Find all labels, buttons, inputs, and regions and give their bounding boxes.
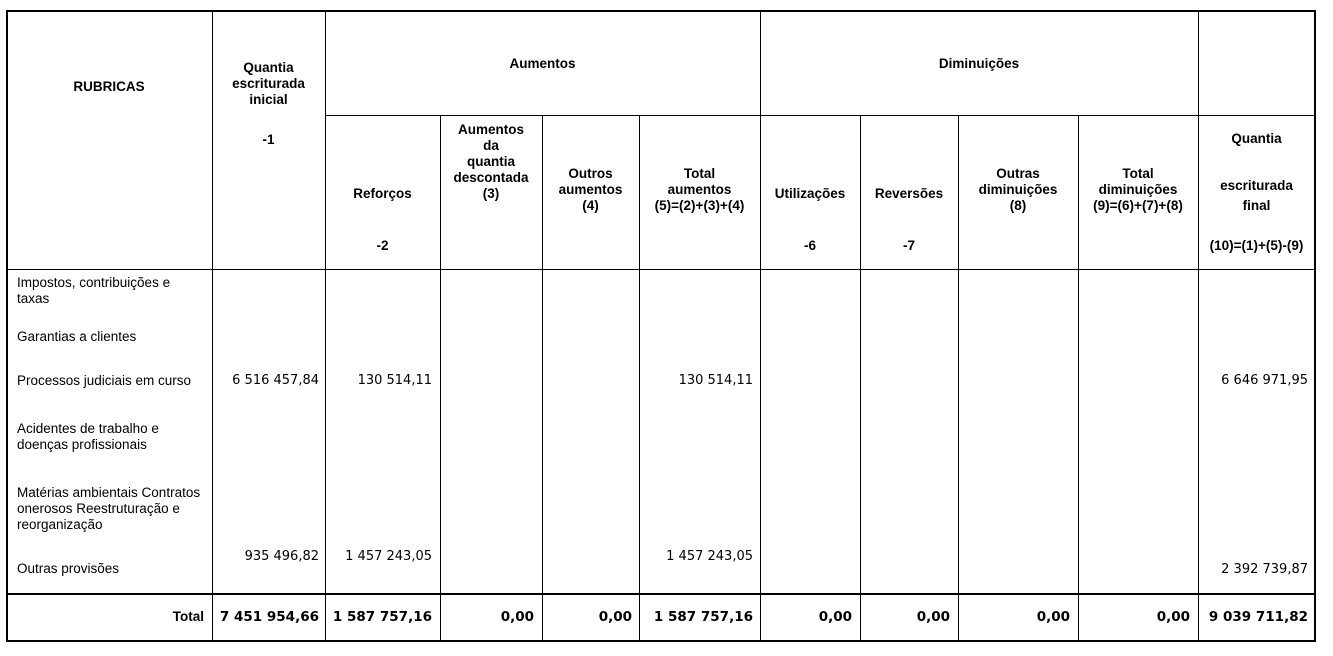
outras-reforcos: 1 457 243,05 <box>345 549 432 564</box>
header-total-diminuicoes: Total diminuições (9)=(6)+(7)+(8) <box>1093 166 1183 213</box>
row-label-materias: Matérias ambientais Contratos onerosos Reestruturação e reorganização <box>17 485 201 532</box>
header-quantia-final-3: (10)=(1)+(5)-(9) <box>1209 238 1304 253</box>
header-aumentos: Aumentos <box>509 56 576 71</box>
total-label: Total <box>172 609 204 624</box>
total-total-diminuicoes: 0,00 <box>1156 609 1190 625</box>
header-quantia-inicial-num: -1 <box>262 132 275 147</box>
total-reforcos: 1 587 757,16 <box>332 609 432 625</box>
total-utilizacoes: 0,00 <box>818 609 852 625</box>
table-top-border <box>6 10 1316 12</box>
col-rule-6 <box>760 10 761 642</box>
total-inicial: 7 451 954,66 <box>219 609 319 625</box>
processos-reforcos: 130 514,11 <box>357 373 432 388</box>
total-aumentos-descontada: 0,00 <box>500 609 534 625</box>
header-rubricas: RUBRICAS <box>73 79 145 94</box>
header-total-aumentos: Total aumentos (5)=(2)+(3)+(4) <box>654 166 745 213</box>
table-left-border <box>6 10 8 642</box>
processos-final: 6 646 971,95 <box>1221 373 1308 388</box>
total-total-aumentos: 1 587 757,16 <box>653 609 753 625</box>
outras-total-aumentos: 1 457 243,05 <box>666 549 753 564</box>
header-reforcos: Reforços <box>353 186 412 201</box>
header-aumentos-descontada: Aumentos da quantia descontada (3) <box>453 122 529 201</box>
header-diminuicoes: Diminuições <box>938 56 1020 71</box>
col-rule-2 <box>325 10 326 642</box>
table-right-border <box>1314 10 1316 642</box>
row-label-processos: Processos judiciais em curso <box>17 373 192 388</box>
total-reversoes: 0,00 <box>916 609 950 625</box>
header-quantia-final-1: Quantia <box>1231 131 1282 146</box>
row-label-acidentes: Acidentes de trabalho e doenças profissionais <box>17 421 159 452</box>
total-outras-diminuicoes: 0,00 <box>1036 609 1070 625</box>
row-label-outras-provisoes: Outras provisões <box>17 561 120 576</box>
provisions-table <box>6 10 1316 642</box>
processos-inicial: 6 516 457,84 <box>232 373 319 388</box>
header-quantia-final-2: escriturada final <box>1220 178 1293 213</box>
total-top-rule <box>6 593 1316 595</box>
row-label-garantias: Garantias a clientes <box>17 329 137 344</box>
header-outros-aumentos: Outros aumentos (4) <box>558 166 623 213</box>
outras-final: 2 392 739,87 <box>1221 562 1308 577</box>
header-outras-diminuicoes: Outras diminuições (8) <box>978 166 1058 213</box>
header-reversoes: Reversões <box>874 186 944 201</box>
table-bottom-border <box>6 640 1316 642</box>
row-label-impostos: Impostos, contribuições e taxas <box>17 275 171 306</box>
total-outros-aumentos: 0,00 <box>598 609 632 625</box>
outras-inicial: 935 496,82 <box>244 549 319 564</box>
header-reversoes-num: -7 <box>902 238 915 253</box>
total-final: 9 039 711,82 <box>1208 609 1308 625</box>
header-utilizacoes-num: -6 <box>803 238 816 253</box>
header-reforcos-num: -2 <box>376 238 389 253</box>
subheader-rule <box>325 115 1316 116</box>
processos-total-aumentos: 130 514,11 <box>678 373 753 388</box>
col-rule-10 <box>1198 10 1199 642</box>
header-quantia-inicial: Quantia escriturada inicial <box>232 60 305 107</box>
header-utilizacoes: Utilizações <box>774 186 846 201</box>
header-bottom-rule <box>6 269 1316 270</box>
